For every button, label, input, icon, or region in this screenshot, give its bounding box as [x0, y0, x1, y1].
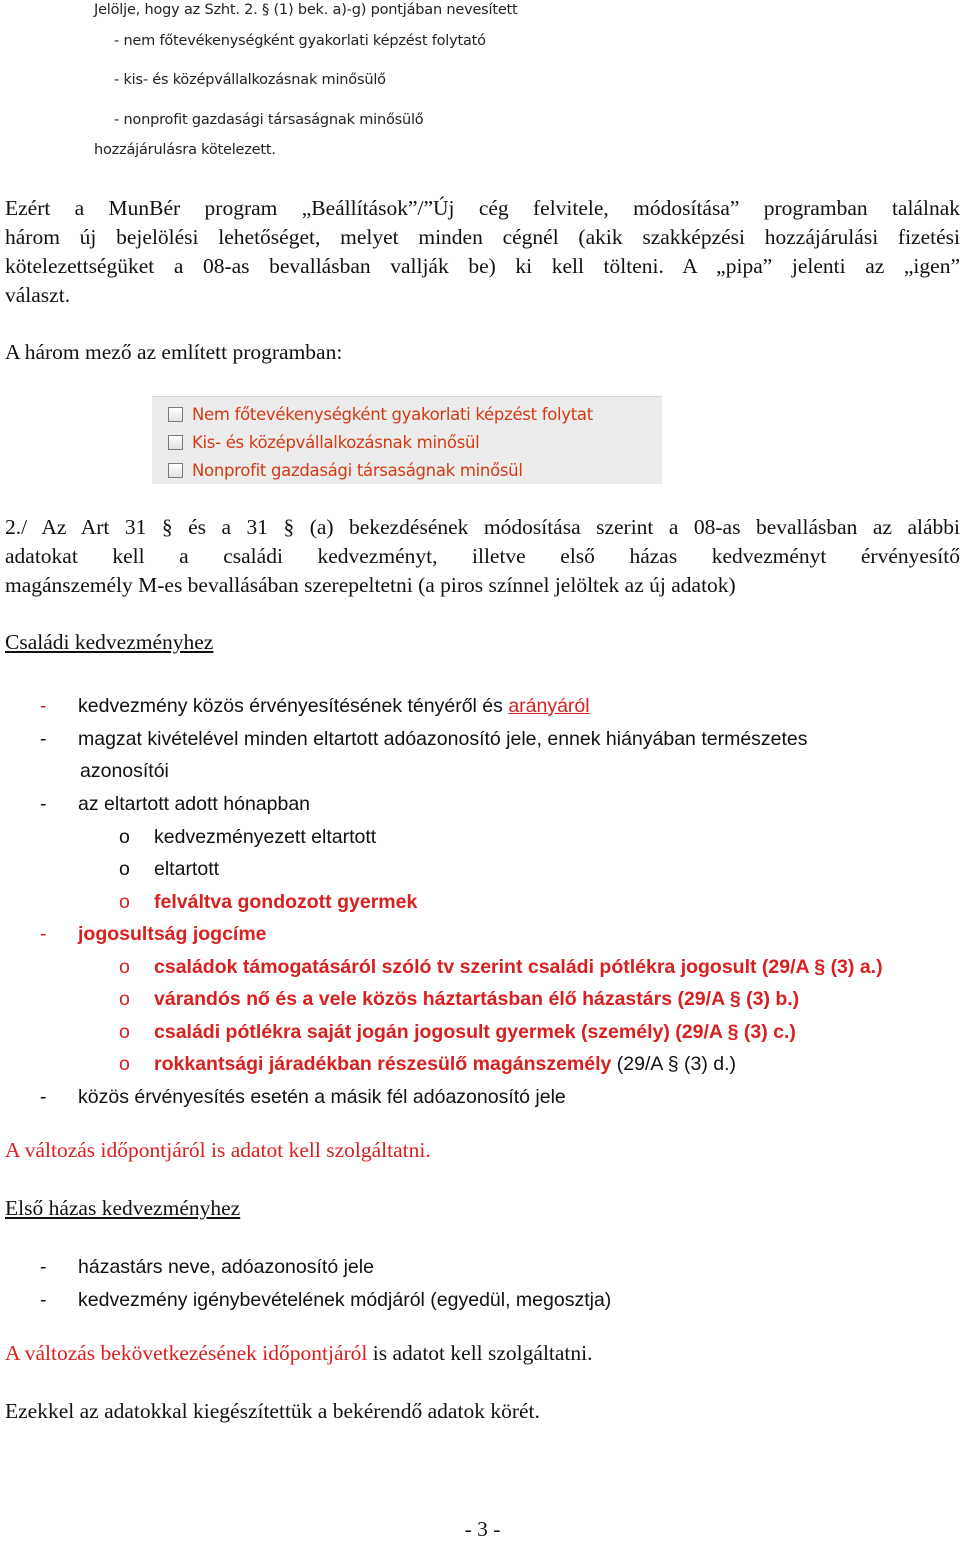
list-item-new-text: arányáról [508, 695, 590, 717]
paragraph-art-modification [5, 513, 960, 600]
paragraph-line: kötelezettségüket a 08-as bevallásban vallják be) ki kell tölteni. A „pipa” jelenti az „igen” [5, 254, 960, 278]
paragraph-program-settings [5, 194, 960, 310]
bullet-marker: o [119, 826, 130, 848]
checkbox-nonprimary-training[interactable] [168, 402, 593, 426]
dash-marker: - [40, 923, 47, 945]
paragraph-line: Ezért a MunBér program „Beállítások”/”Új cég felvitele, módosítása” programban találnak [5, 196, 960, 220]
first-married-heading: Első házas kedvezményhez [5, 1196, 241, 1220]
paragraph-line: választ. [5, 283, 71, 307]
three-fields-caption: A három mező az említett programban: [5, 340, 343, 364]
list-item-text: az eltartott adott hónapban [78, 793, 311, 815]
screenshot-item: - nonprofit gazdasági társaságnak minősülő [114, 112, 424, 128]
checkbox-label: Nonprofit gazdasági társaságnak minősül [192, 460, 523, 480]
dash-marker: - [40, 728, 47, 750]
checkbox-sme[interactable] [168, 430, 479, 454]
list-item-text: kedvezmény közös érvényesítésének tényéről és [78, 695, 509, 717]
list-item-continuation: azonosítói [80, 760, 169, 782]
list-item-new-text: jogosultság jogcíme [78, 923, 267, 945]
change-date-note: A változás időpontjáról is adatot kell szolgáltatni. [5, 1138, 431, 1162]
bullet-marker: o [119, 1021, 130, 1043]
list-item-new-text: felváltva gondozott gyermek [154, 891, 418, 913]
list-item-text: eltartott [154, 858, 220, 880]
dash-marker: - [40, 695, 47, 717]
bullet-marker: o [119, 988, 130, 1010]
occurrence-note-new-text: A változás bekövetkezésének időpontjáról [5, 1341, 368, 1365]
paragraph-line: 2./ Az Art 31 § és a 31 § (a) bekezdésének módosítása szerint a 08-as bevallásban az alábbi [5, 515, 960, 539]
dash-marker: - [40, 1086, 47, 1108]
list-item-text: (29/A § (3) d.) [611, 1053, 737, 1075]
paragraph-line: magánszemély M-es bevallásában szerepeltetni (a piros színnel jelöltek az új adatok) [5, 573, 736, 597]
checkbox-box[interactable] [168, 435, 183, 450]
list-item-new-text: rokkantsági járadékban részesülő magánszemély [154, 1053, 612, 1075]
family-allowance-heading: Családi kedvezményhez [5, 630, 214, 654]
screenshot-item: - kis- és középvállalkozásnak minősülő [114, 72, 386, 88]
list-item-new-text: családi pótlékra saját jogán jogosult gyermek (személy) (29/A § (3) c.) [154, 1021, 796, 1043]
bullet-marker: o [119, 858, 130, 880]
occurrence-note-text: is adatot kell szolgáltatni. [367, 1341, 593, 1365]
checkbox-label: Nem főtevékenységként gyakorlati képzést folytat [192, 404, 593, 424]
dash-marker: - [40, 793, 47, 815]
list-item-new-text: várandós nő és a vele közös háztartásban élő házastárs (29/A § (3) b.) [154, 988, 800, 1010]
bullet-marker: o [119, 1053, 130, 1075]
list-item-text: kedvezmény igénybevételének módjáról (egyedül, megosztja) [78, 1289, 612, 1311]
screenshot-item: - nem főtevékenységként gyakorlati képzést folytató [114, 33, 486, 49]
checkbox-panel [152, 396, 662, 484]
screenshot-intro: Jelölje, hogy az Szht. 2. § (1) bek. a)-g) pontjában nevesített [94, 2, 518, 18]
page-number: - 3 - [464, 1517, 501, 1541]
list-item-text: magzat kivételével minden eltartott adóazonosító jele, ennek hiányában természetes [78, 728, 808, 750]
screenshot-outro: hozzájárulásra kötelezett. [94, 142, 276, 158]
bullet-marker: o [119, 891, 130, 913]
bullet-marker: o [119, 956, 130, 978]
checkbox-box[interactable] [168, 407, 183, 422]
list-item-new-text: családok támogatásáról szóló tv szerint családi pótlékra jogosult (29/A § (3) a.) [154, 956, 883, 978]
dash-marker: - [40, 1256, 47, 1278]
checkbox-label: Kis- és középvállalkozásnak minősül [192, 432, 480, 452]
occurrence-note [5, 1341, 593, 1366]
closing-sentence: Ezekkel az adatokkal kiegészítettük a bekérendő adatok körét. [5, 1399, 540, 1423]
list-item-text: kedvezményezett eltartott [154, 826, 377, 848]
paragraph-line: három új bejelölési lehetőséget, melyet minden cégnél (akik szakképzési hozzájárulási fizetési [5, 225, 960, 249]
paragraph-line: adatokat kell a családi kedvezményt, illetve első házas kedvezményt érvényesítő [5, 544, 960, 568]
list-item-text: házastárs neve, adóazonosító jele [78, 1256, 374, 1278]
checkbox-nonprofit[interactable] [168, 458, 523, 482]
checkbox-box[interactable] [168, 463, 183, 478]
dash-marker: - [40, 1289, 47, 1311]
list-item-text: közös érvényesítés esetén a másik fél adóazonosító jele [78, 1086, 566, 1108]
